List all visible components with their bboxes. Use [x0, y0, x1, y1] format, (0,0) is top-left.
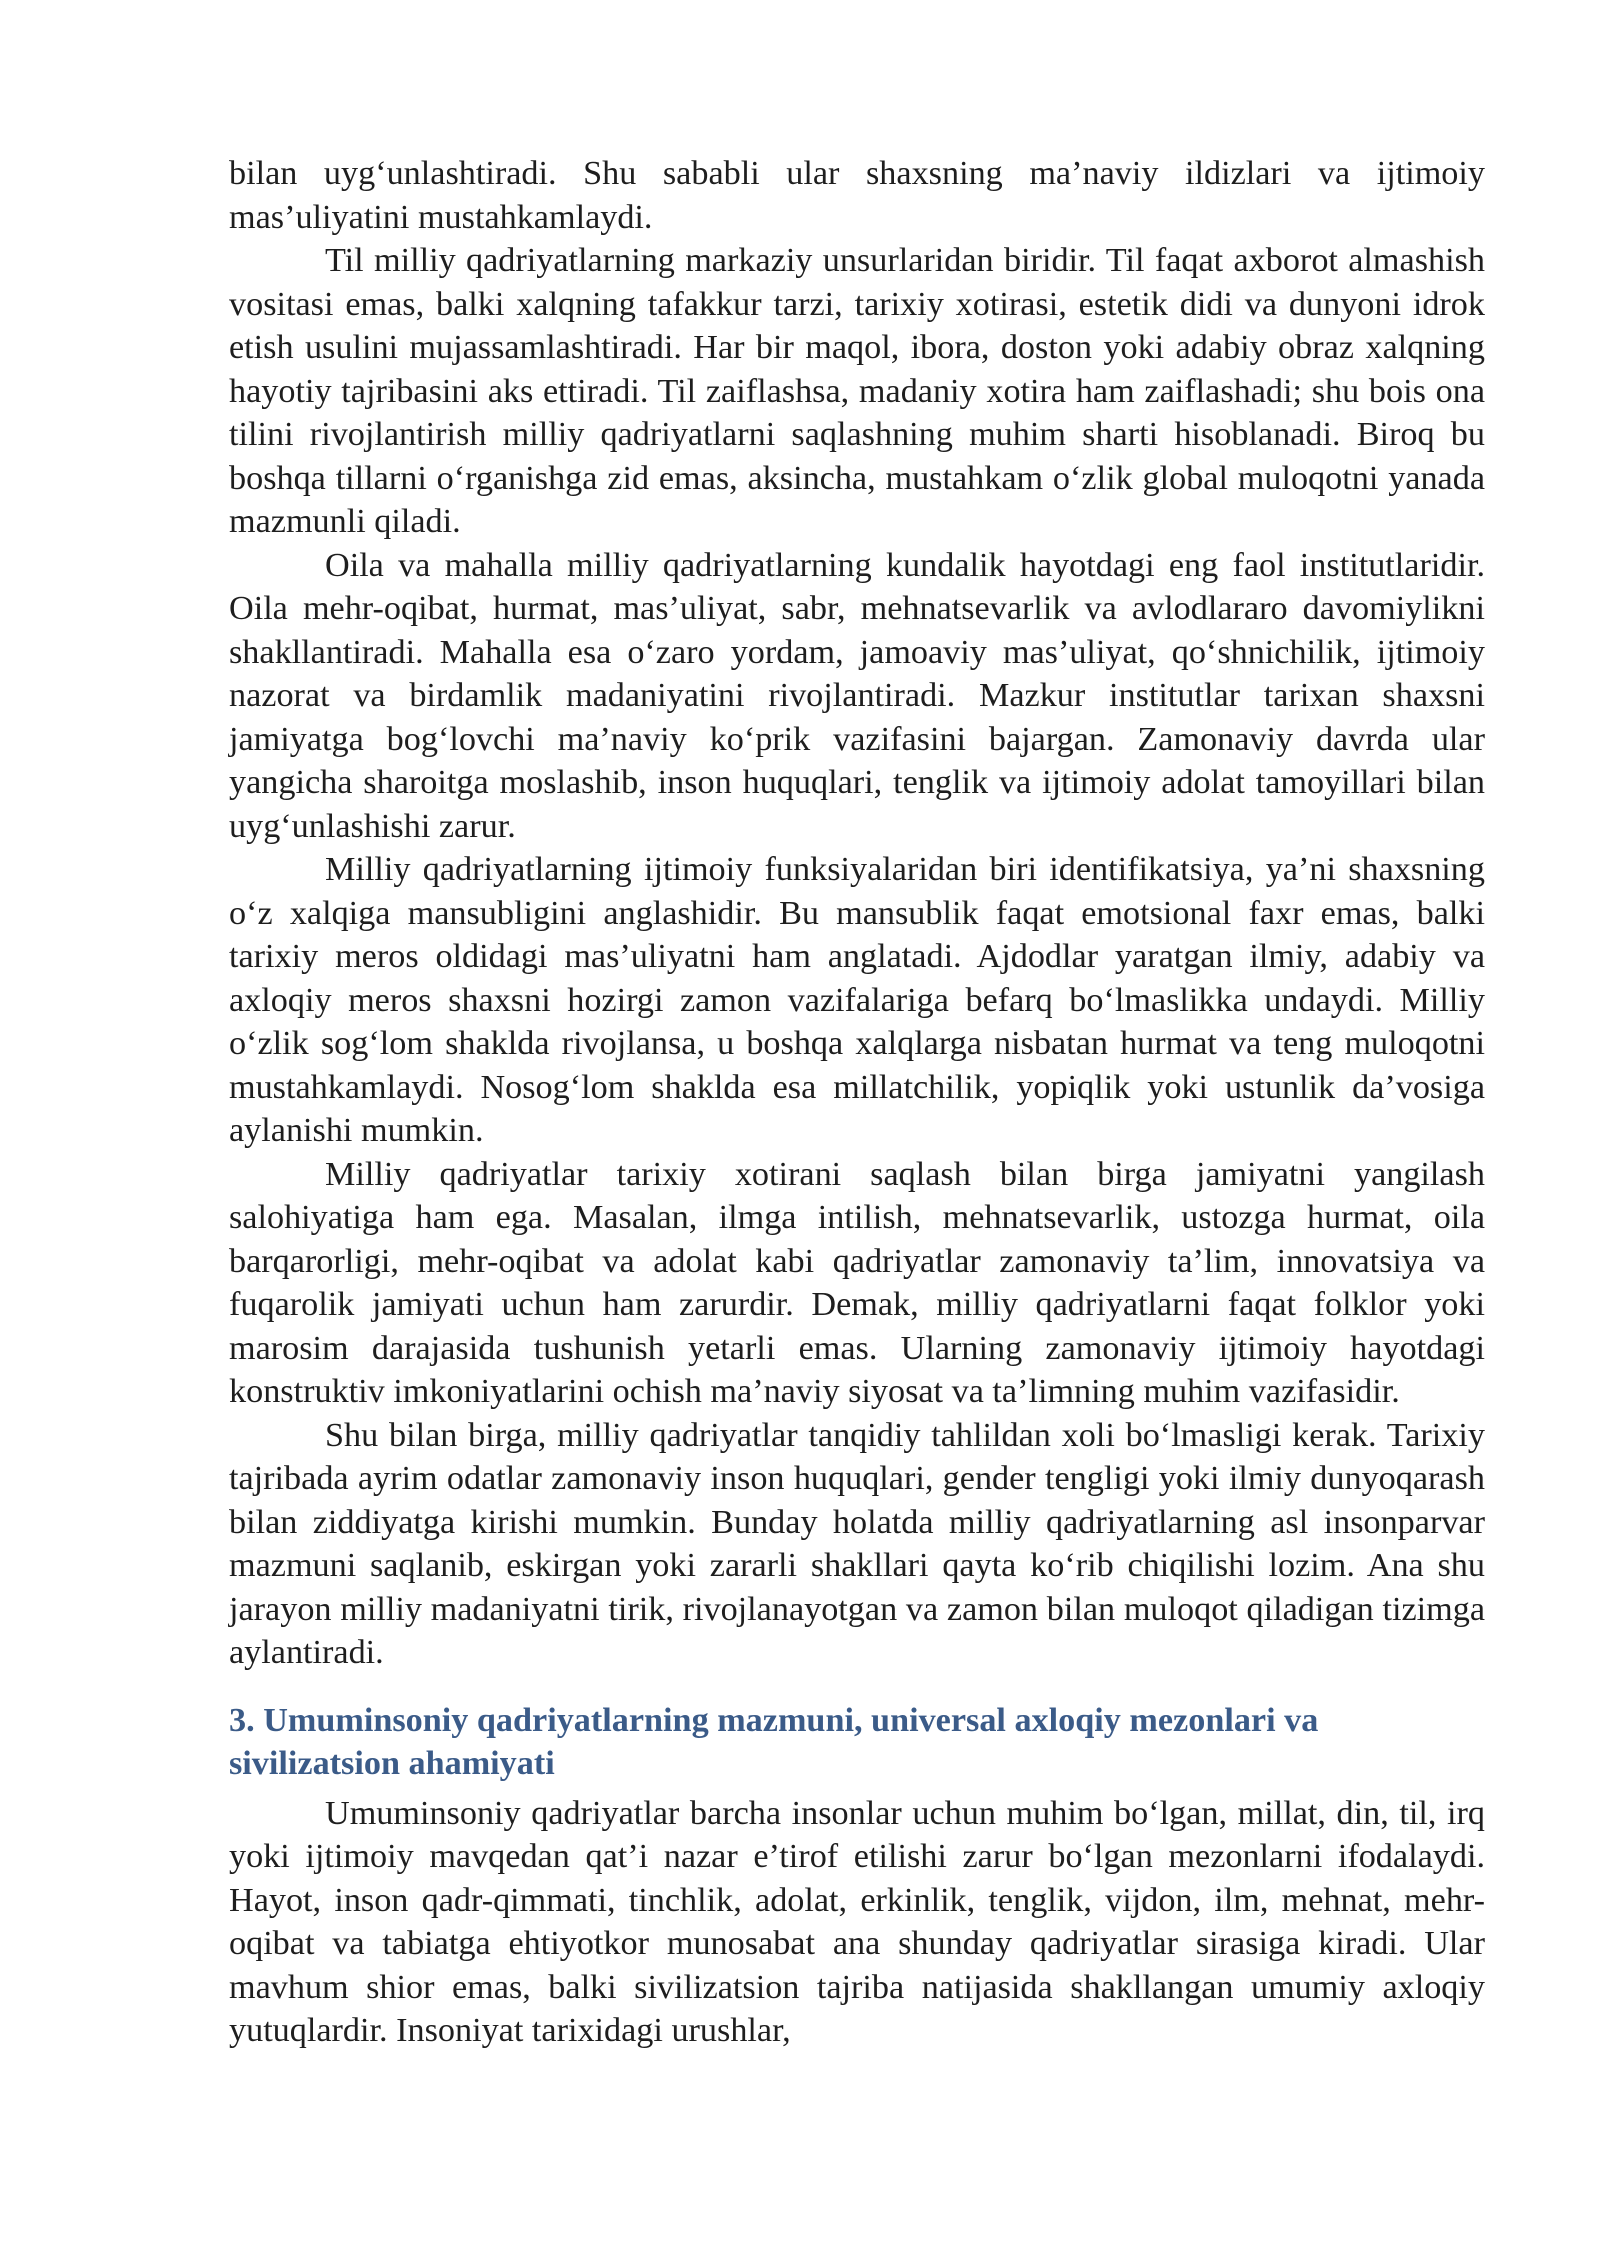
paragraph-renewal: Milliy qadriyatlar tarixiy xotirani saqlash bilan birga jamiyatni yangilash salohiyatiga ham ega. Masalan, ilmga intilish, mehnatsevarlik, ustozga hurmat, oila barqarorligi, mehr-oqibat va adolat kabi qadriyatlar zamonaviy ta’lim, innovatsiya va fuqarolik jamiyati uchun ham zarurdir. Demak, milliy qadriyatlarni faqat folklor yoki marosim darajasida tushunish yetarli emas. Ularning zamonaviy ijtimoiy hayotdagi konstruktiv imkoniyatlarini ochish ma’naviy siyosat va ta’limning muhim vazifasidir. [229, 1155, 1485, 1410]
paragraph-identification: Milliy qadriyatlarning ijtimoiy funksiyalaridan biri identifikatsiya, ya’ni shaxsning o‘z xalqiga mansubligini anglashidir. Bu mansublik faqat emotsional faxr emas, balki tarixiy meros oldidagi mas’uliyatni ham anglatadi. Ajdodlar yaratgan ilmiy, adabiy va axloqiy meros shaxsni hozirgi zamon vazifalariga befarq bo‘lmaslikka undaydi. Milliy o‘zlik sog‘lom shaklda rivojlansa, u boshqa xalqlarga nisbatan hurmat va teng muloqotni mustahkamlaydi. Nosog‘lom shaklda esa millatchilik, yopiqlik yoki ustunlik da’vosiga aylanishi mumkin. [229, 851, 1485, 1149]
paragraph-continuation: bilan uyg‘unlashtiradi. Shu sababli ular shaxsning ma’naviy ildizlari va ijtimoiy mas’uliyatini mustahkamlaydi. [229, 155, 1485, 236]
paragraph-critical-analysis: Shu bilan birga, milliy qadriyatlar tanqidiy tahlildan xoli bo‘lmasligi kerak. Tarixiy tajribada ayrim odatlar zamonaviy inson huquqlari, gender tengligi yoki ilmiy dunyoqarash bilan ziddiyatga kirishi mumkin. Bunday holatda milliy qadriyatlarning asl insonparvar mazmuni saqlanib, eskirgan yoki zararli shakllari qayta ko‘rib chiqilishi lozim. Ana shu jarayon milliy madaniyatni tirik, rivojlanayotgan va zamon bilan muloqot qiladigan tizimga aylantiradi. [229, 1416, 1485, 1671]
paragraph-universal-values: Umuminsoniy qadriyatlar barcha insonlar uchun muhim bo‘lgan, millat, din, til, irq yoki ijtimoiy mavqedan qat’i nazar e’tirof etilishi zarur bo‘lgan mezonlarni ifodalaydi. Hayot, inson qadr-qimmati, tinchlik, adolat, erkinlik, tenglik, vijdon, ilm, mehnat, mehr-oqibat va tabiatga ehtiyotkor munosabat ana shunday qadriyatlar sirasiga kiradi. Ular mavhum shior emas, balki sivilizatsion tajriba natijasida shakllangan umumiy axloqiy yutuqlardir. Insoniyat tarixidagi urushlar, [229, 1794, 1485, 2049]
page-body [229, 152, 1485, 2053]
section-heading: 3. Umuminsoniy qadriyatlarning mazmuni, universal axloqiy mezonlari va sivilizatsion ahamiyati [229, 1701, 1319, 1782]
paragraph-language: Til milliy qadriyatlarning markaziy unsurlaridan biridir. Til faqat axborot almashish vositasi emas, balki xalqning tafakkur tarzi, tarixiy xotirasi, estetik didi va dunyoni idrok etish usulini mujassamlashtiradi. Har bir maqol, ibora, doston yoki adabiy obraz xalqning hayotiy tajribasini aks ettiradi. Til zaiflashsa, madaniy xotira ham zaiflashadi; shu bois ona tilini rivojlantirish milliy qadriyatlarni saqlashning muhim sharti hisoblanadi. Biroq bu boshqa tillarni o‘rganishga zid emas, aksincha, mustahkam o‘zlik global muloqotni yanada mazmunli qiladi. [229, 242, 1485, 540]
paragraph-family-mahalla: Oila va mahalla milliy qadriyatlarning kundalik hayotdagi eng faol institutlaridir. Oila mehr-oqibat, hurmat, mas’uliyat, sabr, mehnatsevarlik va avlodlararo davomiylikni shakllantiradi. Mahalla esa o‘zaro yordam, jamoaviy mas’uliyat, qo‘shnichilik, ijtimoiy nazorat va birdamlik madaniyatini rivojlantiradi. Mazkur institutlar tarixan shaxsni jamiyatga bog‘lovchi ma’naviy ko‘prik vazifasini bajargan. Zamonaviy davrda ular yangicha sharoitga moslashib, inson huquqlari, tenglik va ijtimoiy adolat tamoyillari bilan uyg‘unlashishi zarur. [229, 546, 1485, 845]
